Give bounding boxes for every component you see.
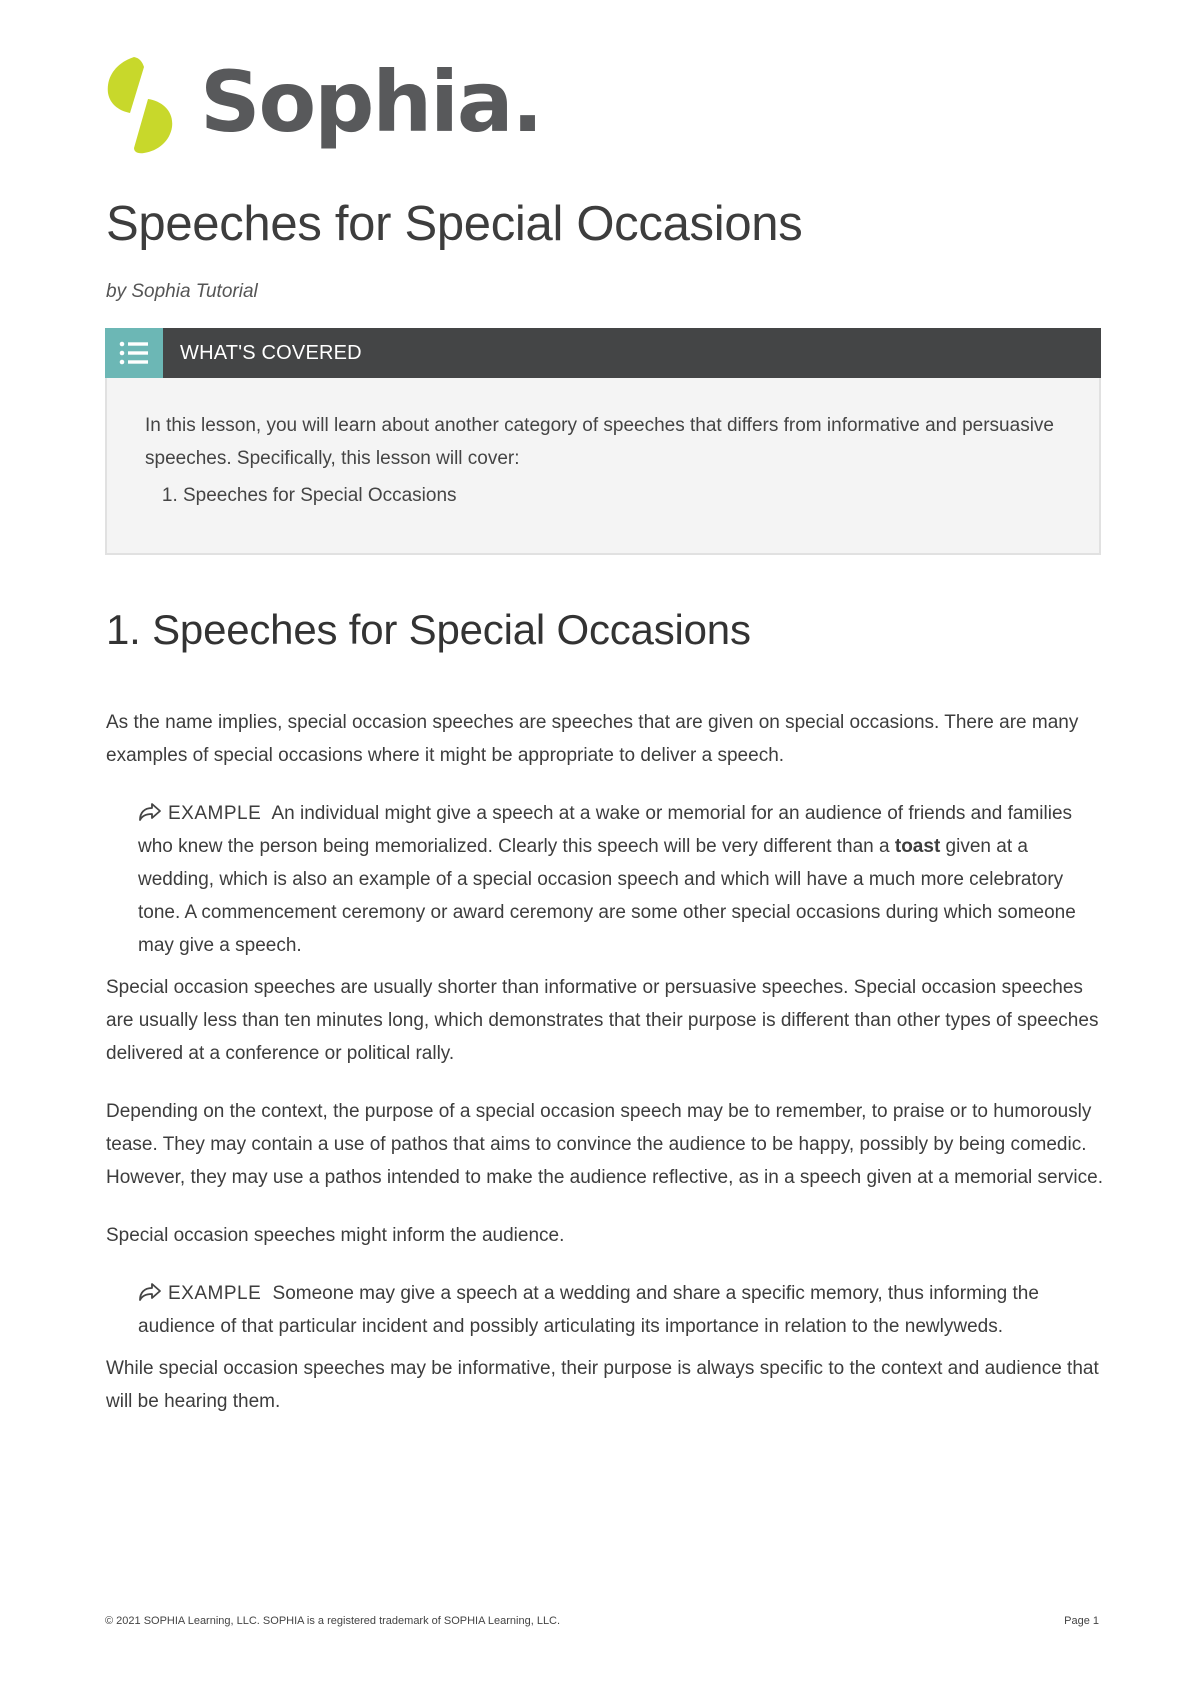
page-title: Speeches for Special Occasions (106, 197, 803, 251)
share-arrow-icon (138, 1282, 162, 1302)
whats-covered-item: 1. Speeches for Special Occasions (183, 479, 1061, 512)
byline: by Sophia Tutorial (106, 281, 258, 302)
example-callout (138, 1277, 1104, 1343)
whats-covered-box (105, 328, 1101, 555)
sophia-logo (104, 55, 542, 155)
whats-covered-list (145, 479, 1061, 512)
example-label: EXAMPLE (168, 1283, 262, 1304)
paragraph: While special occasion speeches may be informative, their purpose is always specific to the context and audience that will be hearing them. (106, 1358, 1099, 1412)
whats-covered-body (105, 378, 1101, 555)
sophia-mark-icon (104, 55, 176, 155)
whats-covered-header (105, 328, 1101, 378)
example-label: EXAMPLE (168, 803, 262, 824)
paragraph: Depending on the context, the purpose of a special occasion speech may be to remember, to praise or to humorously tease. They may contain a use of pathos that aims to convince the audience to be happy, possibly by being comedic. However, they may use a pathos intended to make the audience reflective, as in a speech given at a memorial service. (106, 1101, 1103, 1188)
sophia-wordmark: Sophia. (200, 53, 542, 151)
example-text: Someone may give a speech at a wedding and share a specific memory, thus informing the audience of that particular incident and possibly articulating its importance in relation to the newlyweds. (138, 1283, 1039, 1337)
page-number: Page 1 (1064, 1615, 1099, 1627)
section-heading: 1. Speeches for Special Occasions (106, 606, 751, 653)
paragraph: Special occasion speeches might inform the audience. (106, 1225, 565, 1246)
share-arrow-icon (138, 802, 162, 822)
whats-covered-intro: In this lesson, you will learn about another category of speeches that differs from informative and persuasive speeches. Specifically, this lesson will cover: (145, 415, 1054, 469)
example-text: An individual might give a speech at a wake or memorial for an audience of friends and families who knew the person being memorialized. Clearly this speech will be very different than a (138, 803, 1073, 857)
lesson-body (106, 706, 1104, 1443)
whats-covered-title: WHAT'S COVERED (180, 341, 362, 364)
footer-copyright: © 2021 SOPHIA Learning, LLC. SOPHIA is a registered trademark of SOPHIA Learning, LLC. (105, 1615, 561, 1627)
paragraph: Special occasion speeches are usually shorter than informative or persuasive speeches. Special occasion speeches are usually less than ten minutes long, which demonstrates that their purpose is different than other types of speeches delivered at a conference or political rally. (106, 977, 1099, 1064)
example-callout (138, 797, 1104, 962)
list-icon (105, 328, 163, 378)
paragraph: As the name implies, special occasion speeches are speeches that are given on special occasions. There are many examples of special occasions where it might be appropriate to deliver a speech. (106, 712, 1079, 766)
example-text-continued: given at a wedding, which is also an example of a special occasion speech and which will have a much more celebratory tone. A commencement ceremony or award ceremony are some other special occasions during which someone may give a speech. (138, 836, 1076, 956)
term-toast: toast (894, 836, 941, 857)
